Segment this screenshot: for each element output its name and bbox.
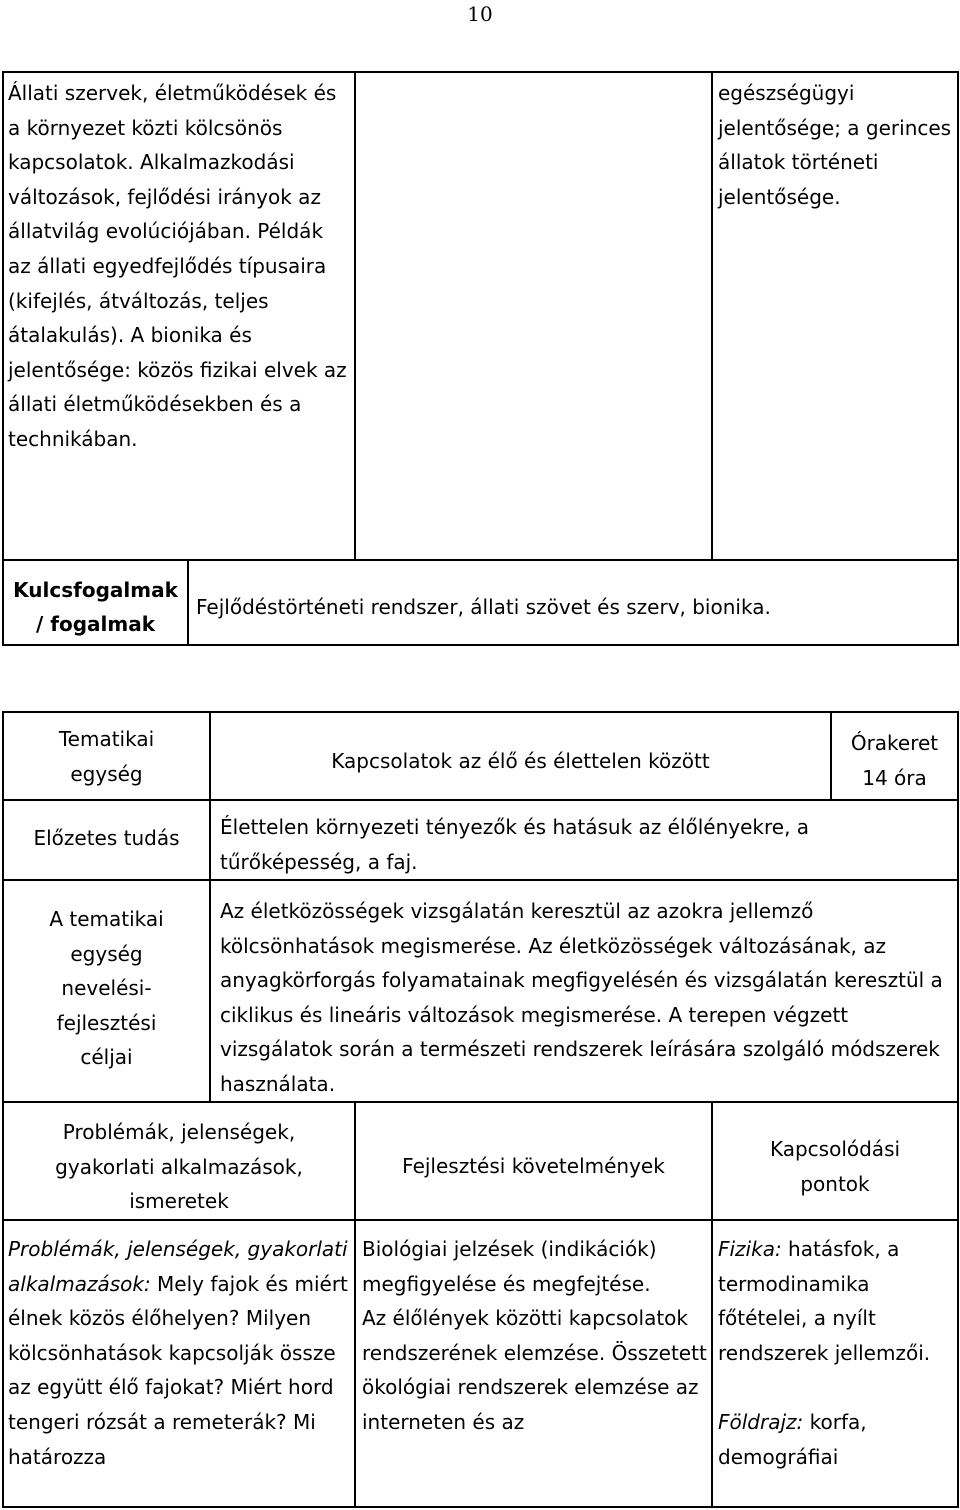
table-border [2,1506,959,1508]
table-border [354,71,356,561]
tematikai-egyseg-label [4,722,209,791]
label-line: Kulcsfogalmak [13,578,178,602]
label-line: céljai [80,1045,133,1070]
label-line: nevelési- [61,976,152,1001]
fejlesztesi-celok-label [4,902,209,1075]
table-border [957,71,959,646]
table-border [2,644,959,646]
kapcsolodas-fizika [718,1232,954,1370]
label-line: Tematikai [58,727,155,751]
label-line: egység [70,761,143,786]
table-border [711,71,713,561]
problemak-questions: Mely fajok és miért élnek közös élőhelyen? Milyen kölcsönhatások kapcsolják össze az együtt élő fajokat? Miért hord tengeri rózsát a remeterák? Mi határozza [8,1271,348,1469]
table-border [2,879,959,881]
label-line: A tematikai [49,907,164,931]
label-line: / fogalmak [35,612,155,636]
orakeret-label: Órakeret [850,731,939,755]
subject-label: Fizika: [718,1237,782,1261]
content-text-col3: egészségügyi jelentősége; a gerinces állatok történeti jelentősége. [718,81,952,209]
table-border [2,71,959,73]
content-text-col1: Állati szervek, életműködések és a környezet közti kölcsönös kapcsolatok. Alkalmazkodási változások, fejlődési irányok az állatvilág evolúciójában. Példák az állati egyedfejlődés típusaira (kifejlés, átváltozás, teljes átalakulás). A bionika és jelentősége: közös fizikai elvek az állati életműködésekben és a technikában. [8,81,347,451]
kapcsolodas-foldrajz [718,1405,954,1474]
table-border [2,559,959,561]
orakeret-value: 14 óra [862,765,927,790]
header-problemak [4,1115,354,1219]
header-line: gyakorlati alkalmazások, [55,1154,303,1179]
header-line: Problémák, jelenségek, [62,1120,296,1144]
table-border [2,1219,959,1221]
elozetes-tudas-value: Élettelen környezeti tényezők és hatásuk az élőlényekre, a tűrőképesség, a faj. [220,815,810,874]
header-fejlesztesi-kovetelmenyek: Fejlesztési követelmények [402,1154,665,1178]
page-number: 10 [467,2,493,26]
unit-title: Kapcsolatok az élő és élettelen között [331,749,710,773]
orakeret-cell [832,726,957,795]
header-line: Kapcsolódási [769,1137,901,1161]
table-border [2,711,959,713]
header-line: ismeretek [129,1189,229,1214]
kovetelmeny-paragraph: Az élőlények közötti kapcsolatok rendszerének elemzése. Összetett ökológiai rendszerek elemzése az interneten és az [362,1306,707,1434]
kulcsfogalmak-label [4,573,187,641]
subject-text: korfa, demográfiai [718,1409,867,1469]
problemak-subheading: Problémák, jelenségek, gyakorlati alkalmazások: [8,1237,348,1296]
subject-label: Földrajz: [718,1409,804,1434]
header-line: pontok [800,1171,870,1196]
table-border [187,559,189,646]
subject-text: hatásfok, a termodinamika főtételei, a nyílt rendszerek jellemzői. [718,1237,931,1365]
fejlesztesi-celok-value: Az életközösségek vizsgálatán keresztül az azokra jellemző kölcsönhatások megismerése. Az életközösségek változásának, az anyagkörforgás folyamatainak megfigyelésén és vizsgálatán keresztül a ciklikus és lineáris változások megismerése. A terepen végzett vizsgálatok során a természeti rendszerek leírására szolgáló módszerek használata. [220,899,943,1096]
kovetelmeny-paragraph: Biológiai jelzések (indikációk) megfigyelése és megfejtése. [362,1237,657,1296]
kapcsolodasi-pontok-content [718,1232,954,1474]
label-line: fejlesztési [56,1010,157,1035]
table-border [2,71,4,646]
table-border [2,799,959,801]
kulcsfogalmak-value: Fejlődéstörténeti rendszer, állati szövet és szerv, bionika. [196,595,771,619]
header-kapcsolodasi-pontok [713,1132,957,1201]
elozetes-tudas-label: Előzetes tudás [33,826,180,850]
table-border [957,711,959,1508]
problemak-content [8,1232,350,1474]
label-line: egység [70,941,143,966]
kovetelmenyek-content [362,1232,707,1440]
